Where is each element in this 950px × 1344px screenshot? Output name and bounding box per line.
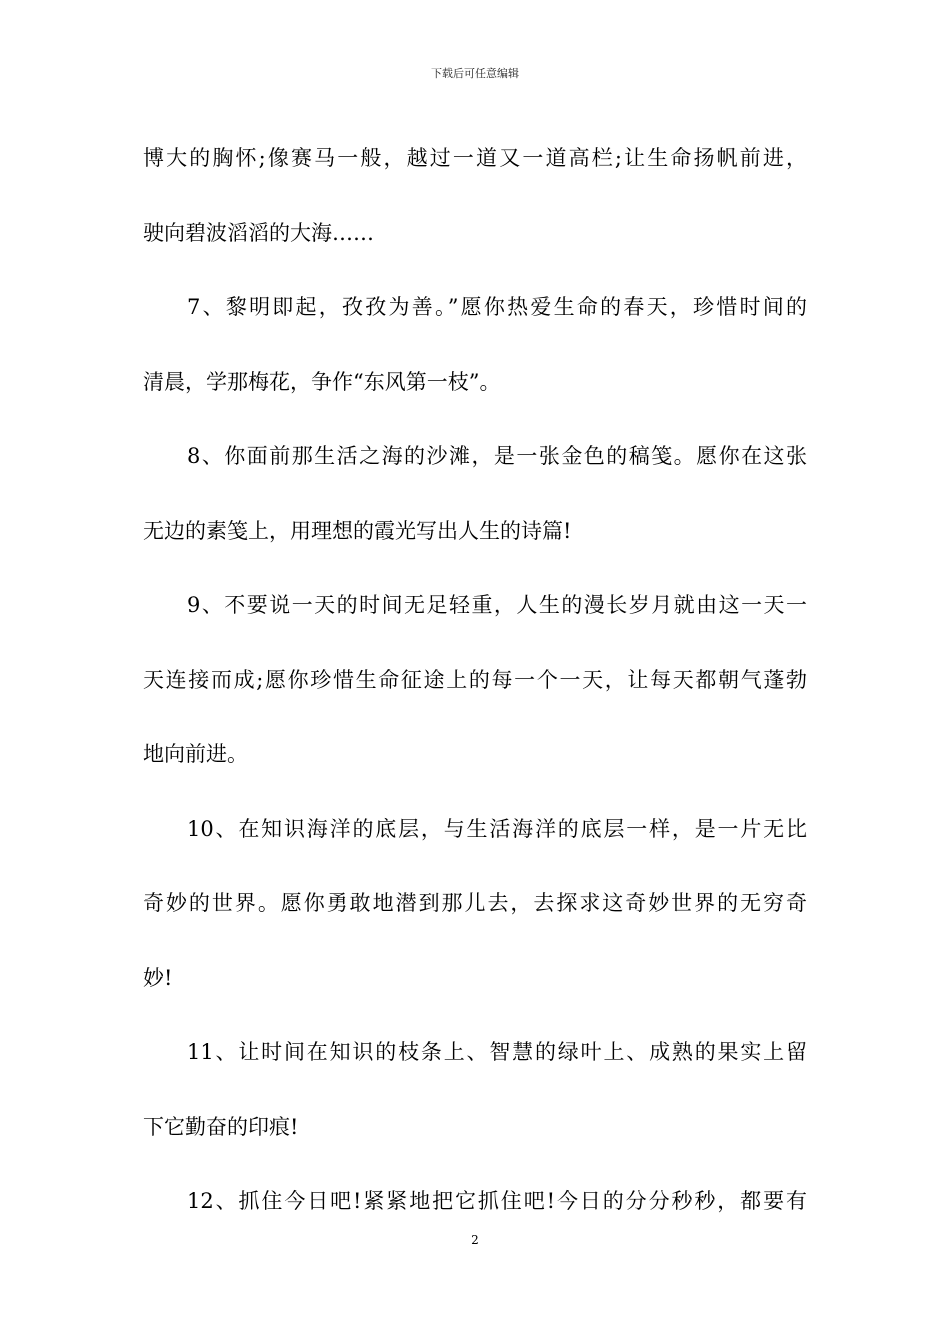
text-line: 地向前进。 <box>143 742 248 766</box>
text-line: 8、你面前那生活之海的沙滩，是一张金色的稿笺。愿你在这张 <box>187 444 807 468</box>
page-footer <box>0 1232 950 1248</box>
text-line: 无边的素笺上，用理想的霞光写出人生的诗篇! <box>143 518 572 543</box>
text-line: 11、让时间在知识的枝条上、智慧的绿叶上、成熟的果实上留 <box>187 1040 807 1064</box>
text-line: 12、抓住今日吧!紧紧地把它抓住吧!今日的分分秒秒，都要有 <box>187 1189 807 1213</box>
header-text: 下载后可任意编辑 <box>431 67 519 80</box>
text-line: 10、在知识海洋的底层，与生活海洋的底层一样，是一片无比 <box>187 816 807 841</box>
page-header <box>0 66 950 82</box>
document-body <box>143 121 807 1239</box>
text-line: 7、黎明即起，孜孜为善。”愿你热爱生命的春天，珍惜时间的 <box>187 295 807 319</box>
text-line: 9、不要说一天的时间无足轻重，人生的漫长岁月就由这一天一 <box>187 593 807 617</box>
text-line: 天连接而成;愿你珍惜生命征途上的每一个一天，让每天都朝气蓬勃 <box>143 667 807 692</box>
text-line: 妙! <box>143 965 173 990</box>
text-line: 博大的胸怀;像赛马一般，越过一道又一道高栏;让生命扬帆前进， <box>143 146 807 170</box>
page-number: 2 <box>471 1233 479 1247</box>
text-line: 清晨，学那梅花，争作“东风第一枝”。 <box>143 369 501 394</box>
text-line: 下它勤奋的印痕! <box>143 1114 299 1139</box>
text-line: 奇妙的世界。愿你勇敢地潜到那儿去，去探求这奇妙世界的无穷奇 <box>143 891 807 915</box>
text-line: 驶向碧波滔滔的大海…… <box>143 220 374 245</box>
